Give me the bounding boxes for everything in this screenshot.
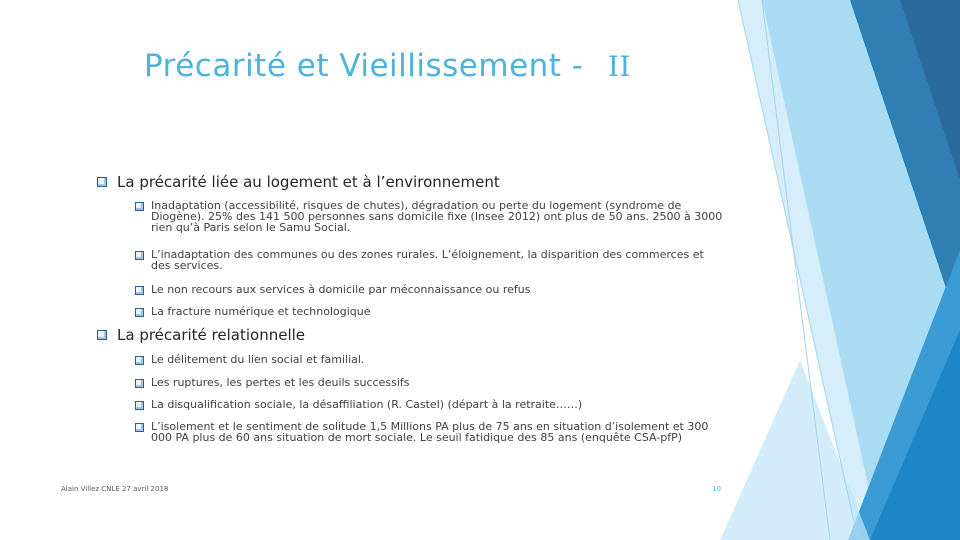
slide-title <box>144 48 631 84</box>
list-item: Inadaptation (accessibilité, risques de chutes), dégradation ou perte du logement (syndrome de Diogène). 25% des 141 500 personnes sans domicile fixe (Insee 2012) ont plus de 50 ans. 2500 à 3000 rien qu’à Paris selon le Samu Social. <box>135 200 725 233</box>
list-item: La fracture numérique et technologique <box>135 306 725 317</box>
bullet-icon <box>135 308 144 317</box>
list-item: Les ruptures, les pertes et les deuils successifs <box>135 377 725 388</box>
bullet-icon <box>135 423 144 432</box>
bullet-icon <box>135 202 144 211</box>
list-item: La disqualification sociale, la désaffiliation (R. Castel) (départ à la retraite……) <box>135 399 725 410</box>
footer-author-date: Alain Villez CNLE 27 avril 2018 <box>61 485 169 493</box>
list-item: Le délitement du lien social et familial. <box>135 354 725 365</box>
bullet-icon <box>135 379 144 388</box>
list-item: Le non recours aux services à domicile par méconnaissance ou refus <box>135 284 725 295</box>
page-number: 10 <box>712 485 721 493</box>
slide-title-roman: II <box>607 50 631 83</box>
list-item: L’inadaptation des communes ou des zones rurales. L’éloignement, la disparition des commerces et des services. <box>135 249 725 271</box>
bullet-icon <box>135 401 144 410</box>
section-heading-housing: La précarité liée au logement et à l’environnement <box>97 173 500 191</box>
bullet-icon <box>97 177 107 187</box>
bullet-icon <box>135 356 144 365</box>
bullet-icon <box>97 330 107 340</box>
list-item: L’isolement et le sentiment de solitude 1,5 Millions PA plus de 75 ans en situation d’isolement et 300 000 PA plus de 60 ans situation de mort sociale. Le seuil fatidique des 85 ans (enquête CSA-pfP) <box>135 421 725 443</box>
slide-title-text: Précarité et Vieillissement - <box>144 48 594 84</box>
bullet-icon <box>135 251 144 260</box>
bullet-icon <box>135 286 144 295</box>
section-heading-relational: La précarité relationnelle <box>97 326 305 344</box>
